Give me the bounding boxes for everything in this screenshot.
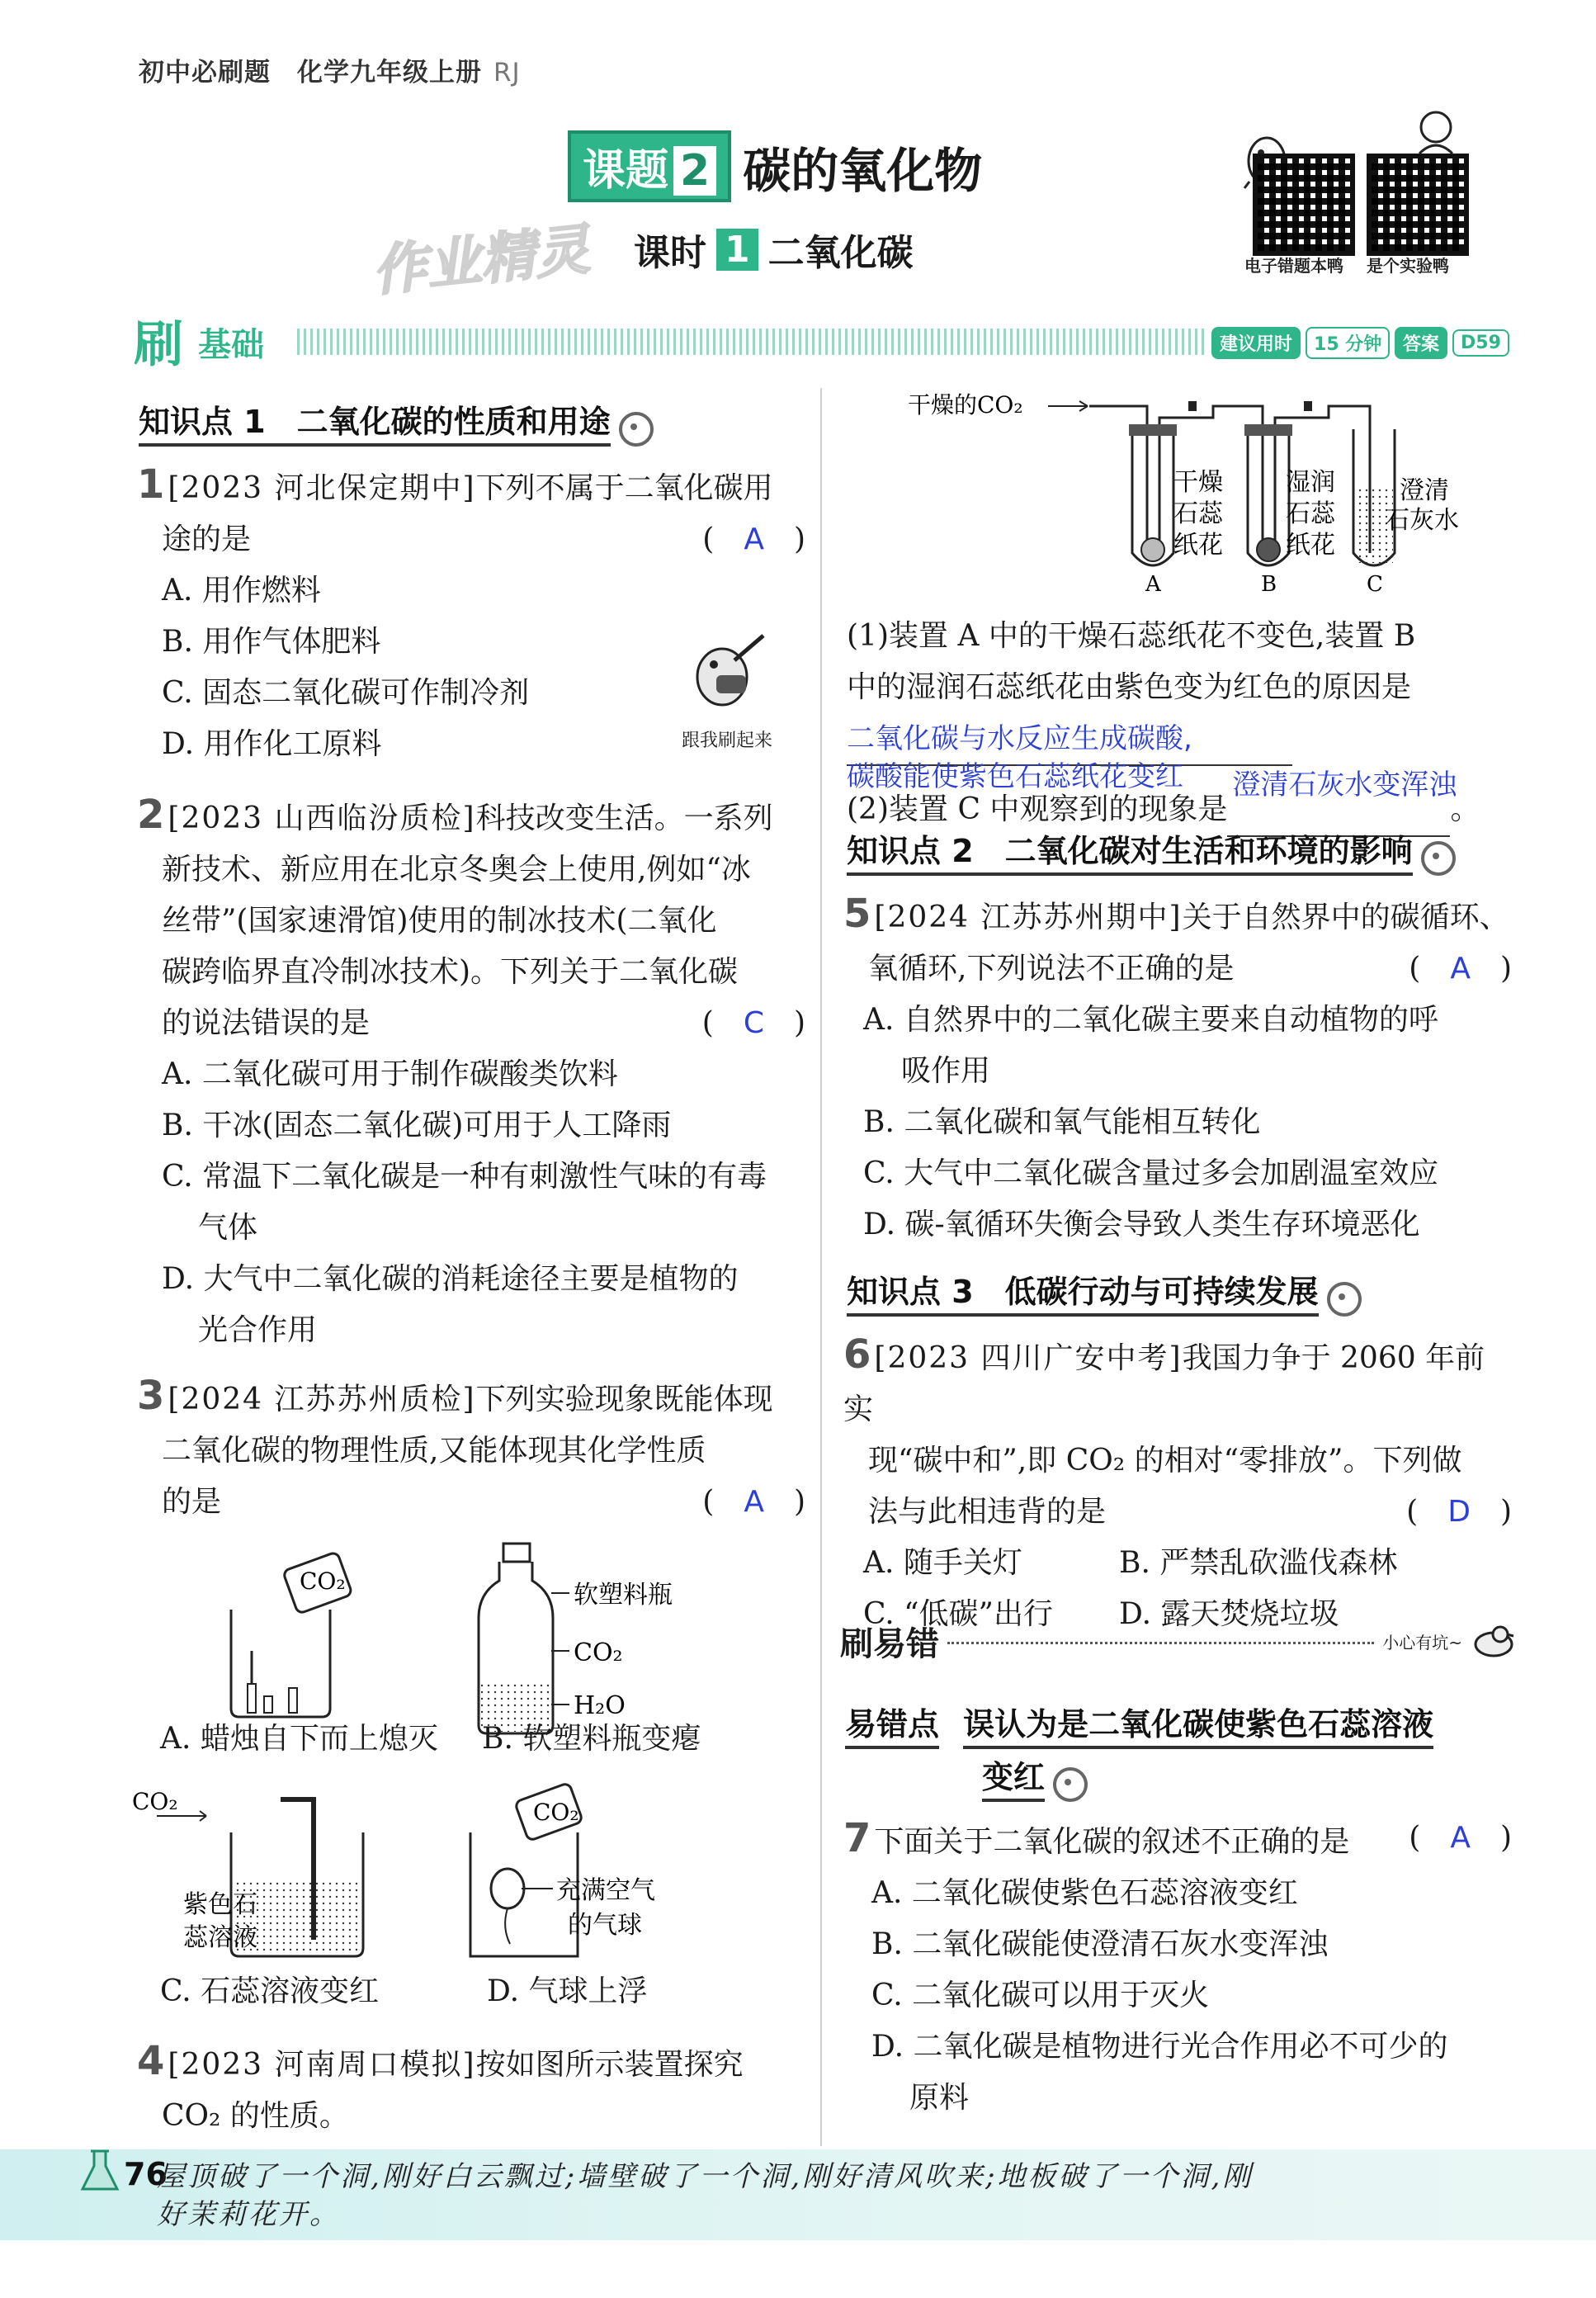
fig-d-co2-label: CO₂ — [533, 1799, 579, 1826]
error-point — [845, 1699, 1433, 1749]
yicuo-tip: 小心有坑~ — [1382, 1633, 1462, 1653]
topic-title: 碳的氧化物 — [743, 142, 983, 199]
book-header — [139, 51, 521, 88]
target-icon — [1421, 841, 1456, 876]
q1-answer: A — [744, 522, 764, 556]
q4-number: 4 — [137, 2038, 165, 2084]
q3-line-1: 二氧化碳的物理性质,又能体现其化学性质 — [162, 1434, 706, 1468]
q1-option-d: D. 用作化工原料 — [162, 727, 382, 761]
section-band-decoration — [297, 329, 1205, 355]
qr-label-right: 是个实验鸭 — [1367, 256, 1449, 276]
q4-b-label-1: 湿润 — [1286, 468, 1335, 497]
fig-b-bottle-label: 软塑料瓶 — [574, 1581, 673, 1610]
topic-number: 2 — [673, 146, 716, 196]
q4-sub2: (2)装置 C 中观察到的现象是 — [847, 792, 1228, 826]
q2-line-4: 的说法错误的是 — [162, 1006, 371, 1040]
q4-sub1-b: 中的湿润石蕊纸花由紫色变为红色的原因是 — [847, 670, 1412, 704]
answer-label: 答案 — [1395, 327, 1447, 359]
fig-c-litmus-label-b: 蕊溶液 — [183, 1923, 257, 1952]
q1-number: 1 — [137, 461, 165, 508]
answer-ref — [1395, 327, 1509, 359]
q5-option-a-cont: 吸作用 — [901, 1054, 991, 1088]
q1-option-b: B. 用作气体肥料 — [162, 625, 381, 659]
q2-line-2: 丝带”(国家速滑馆)使用的制冰技术(二氧化 — [162, 904, 717, 938]
q4-inlet-label: 干燥的CO₂ — [908, 391, 1023, 418]
q1-option-a: A. 用作燃料 — [162, 574, 321, 608]
q4-tube-a: A — [1145, 572, 1161, 597]
knowledge-point-2 — [847, 825, 1456, 876]
q6-option-c: C. “低碳”出行 — [863, 1597, 1053, 1631]
page-number: 76 — [124, 2156, 168, 2192]
error-point-cont — [982, 1752, 1088, 1802]
qr-code-experiment[interactable] — [1367, 154, 1469, 256]
q3-number: 3 — [137, 1373, 165, 1419]
topic-tag-label: 课题 — [583, 146, 669, 196]
q4-tube-c: C — [1367, 572, 1383, 597]
q2-line-3: 碳跨临界直冷制冰技术)。下列关于二氧化碳 — [162, 955, 739, 989]
lesson-number: 1 — [716, 229, 758, 271]
kp2-title: 知识点 2 二氧化碳对生活和环境的影响 — [847, 825, 1413, 876]
q4-answer-1b: 碳酸能使紫色石蕊纸花变红 — [847, 760, 1183, 793]
fig-c-co2-label: CO₂ — [132, 1788, 178, 1815]
q6-option-d: D. 露天焚烧垃圾 — [1119, 1597, 1339, 1631]
question-5: 5 [2024 江苏苏州期中]关于自然界中的碳循环、 氧循环,下列说法不正确的是 ( A ) A. 自然界中的二氧化碳主要来自动植物的呼 吸作用 B. 二氧化碳和氧气能相互转化 C. 大气中二氧化碳含量过多会加剧温室效应 D. 碳-氧循环失衡会导致人类生存环境恶化 — [843, 888, 1512, 1251]
lesson-subtitle — [634, 223, 914, 276]
error-point-text-b: 变红 — [982, 1752, 1045, 1802]
lesson-label: 课时 — [634, 232, 706, 274]
q7-answer: A — [1450, 1821, 1471, 1855]
answer-page: D59 — [1452, 329, 1509, 357]
q7-option-b: B. 二氧化碳能使澄清石灰水变浑浊 — [871, 1927, 1329, 1961]
q2-line-1: 新技术、新应用在北京冬奥会上使用,例如“冰 — [162, 853, 751, 887]
target-icon — [619, 412, 654, 447]
fig-d-balloon-label-a: 充满空气 — [556, 1876, 655, 1905]
q6-number: 6 — [843, 1331, 871, 1378]
q3-caption-d: D. 气球上浮 — [487, 1974, 648, 2008]
q2-line-0: 科技改变生活。一系列 — [475, 801, 773, 835]
q2-answer: C — [743, 1006, 764, 1040]
column-divider — [820, 388, 822, 2146]
footer-line-2: 好茉莉花开。 — [157, 2198, 340, 2231]
mascot-caption: 跟我刷起来 — [682, 731, 773, 751]
q1-source: [2023 河北保定期中] — [168, 471, 476, 505]
q4-a-label-3: 纸花 — [1173, 531, 1223, 560]
section-shua: 刷 — [134, 316, 183, 374]
q3-caption-a: A. 蜡烛自下而上熄灭 — [160, 1722, 438, 1756]
q3-figures — [132, 1544, 809, 2006]
q5-stem-a: 关于自然界中的碳循环、 — [1182, 901, 1509, 934]
section-jichu: 基础 — [198, 326, 264, 364]
footer-quote — [157, 2158, 1510, 2234]
qr-label-left: 电子错题本鸭 — [1244, 256, 1343, 276]
q7-number: 7 — [843, 1815, 871, 1861]
q4-apparatus — [908, 388, 1535, 603]
question-2: 2 [2023 山西临汾质检]科技改变生活。一系列 新技术、新应用在北京冬奥会上使用,例如“冰 丝带”(国家速滑馆)使用的制冰技术(二氧化 碳跨临界直冷制冰技术)。下列关于二氧化碳 的说法错误的是 ( C ) A. 二氧化碳可用于制作碳酸类饮料 B. 干冰(固态二氧化碳)可用于人工降雨 C. 常温下二氧化碳是一种有刺激性气味的有毒 气体 D. 大气中二氧化碳的消耗途径主要是植物的 光合作用 — [137, 789, 805, 1356]
target-icon — [1053, 1767, 1088, 1802]
q6-option-a: A. 随手关灯 — [863, 1546, 1022, 1580]
fig-b-h2o-label: H₂O — [574, 1691, 626, 1720]
q4-b-label-3: 纸花 — [1286, 531, 1335, 560]
knowledge-point-3 — [847, 1266, 1362, 1317]
suggested-time — [1211, 327, 1390, 359]
q5-option-a: A. 自然界中的二氧化碳主要来自动植物的呼 — [863, 1003, 1438, 1037]
q5-number: 5 — [843, 891, 871, 937]
q4-sub2-end: 。 — [1450, 792, 1480, 826]
q3-caption-b: B. 软塑料瓶变瘪 — [482, 1722, 701, 1756]
q4-sub1-a: (1)装置 A 中的干燥石蕊纸花不变色,装置 B — [847, 619, 1416, 653]
section-yicuo — [840, 1618, 1517, 1665]
q4-answer-1a: 二氧化碳与水反应生成碳酸, — [847, 722, 1192, 755]
q5-answer: A — [1450, 952, 1471, 986]
time-label: 建议用时 — [1211, 327, 1301, 359]
question-1: 1 [2023 河北保定期中]下列不属于二氧化碳用 途的是 ( A ) A. 用作燃料 B. 用作气体肥料 C. 固态二氧化碳可作制冷剂 D. 用作化工原料 — [137, 459, 805, 770]
q2-option-d: D. 大气中二氧化碳的消耗途径主要是植物的 — [162, 1262, 739, 1296]
q7-option-a: A. 二氧化碳使紫色石蕊溶液变红 — [871, 1876, 1298, 1910]
footer-line-1: 屋顶破了一个洞,刚好白云飘过;墙壁破了一个洞,刚好清风吹来;地板破了一个洞,刚 — [157, 2160, 1254, 2193]
watermark: 作业精灵 — [369, 217, 593, 304]
q5-stem-b: 氧循环,下列说法不正确的是 — [868, 952, 1235, 986]
fig-a-co2-label: CO₂ — [300, 1567, 346, 1595]
kp3-title: 知识点 3 低碳行动与可持续发展 — [847, 1266, 1319, 1317]
q4-b-label-2: 石蕊 — [1286, 499, 1335, 528]
q3-source: [2024 江苏苏州质检] — [168, 1383, 476, 1416]
qr-code-error-book[interactable] — [1253, 154, 1355, 256]
q4-subquestions — [847, 611, 1515, 837]
question-6: 6 [2023 四川广安中考]我国力争于 2060 年前实 现“碳中和”,即 CO₂ 的相对“零排放”。下列做 法与此相违背的是 ( D ) A. 随手关灯 B. 严禁乱砍滥伐森林 C. “低碳”出行 D. 露天焚烧垃圾 — [843, 1329, 1512, 1640]
q7-stem: 下面关于二氧化碳的叙述不正确的是 — [874, 1825, 1350, 1859]
q3-caption-c: C. 石蕊溶液变红 — [160, 1974, 380, 2008]
q4-tube-b: B — [1261, 572, 1277, 597]
lesson-title: 二氧化碳 — [767, 232, 914, 274]
book-title: 初中必刷题 化学九年级上册 — [139, 58, 482, 87]
q5-option-d: D. 碳-氧循环失衡会导致人类生存环境恶化 — [863, 1208, 1420, 1241]
q4-source: [2023 河南周口模拟] — [168, 2048, 476, 2082]
q2-number: 2 — [137, 792, 165, 838]
q6-option-b: B. 严禁乱砍滥伐森林 — [1119, 1546, 1398, 1580]
flask-icon — [79, 2146, 120, 2199]
yicuo-title: 刷易错 — [840, 1625, 939, 1663]
q2-option-c: C. 常温下二氧化碳是一种有刺激性气味的有毒 — [162, 1160, 767, 1194]
q4-c-label-2: 石灰水 — [1385, 506, 1459, 535]
q5-option-b: B. 二氧化碳和氧气能相互转化 — [863, 1105, 1261, 1139]
error-point-text-a: 误认为是二氧化碳使紫色石蕊溶液 — [963, 1699, 1433, 1749]
q7-option-d: D. 二氧化碳是植物进行光合作用必不可少的 — [871, 2030, 1448, 2064]
question-7: 7 下面关于二氧化碳的叙述不正确的是 ( A ) A. 二氧化碳使紫色石蕊溶液变红 B. 二氧化碳能使澄清石灰水变浑浊 C. 二氧化碳可以用于灭火 D. 二氧化碳是植物进行光合作用必不可少的 原料 — [843, 1813, 1512, 2124]
q4-stem-b: CO₂ 的性质。 — [162, 2099, 349, 2133]
edition-label: RJ — [493, 58, 521, 87]
mascot-guitar-icon — [677, 627, 776, 721]
q3-line-0: 下列实验现象既能体现 — [475, 1383, 773, 1416]
time-value: 15 分钟 — [1306, 327, 1390, 359]
q6-line-0: 我国力争于 2060 年前实 — [843, 1341, 1485, 1426]
q2-option-d-cont: 光合作用 — [198, 1313, 318, 1347]
lesson-topic-title — [568, 130, 982, 202]
q5-source: [2024 江苏苏州期中] — [874, 901, 1183, 934]
duck-icon — [1467, 1619, 1517, 1664]
kp1-title: 知识点 1 二氧化碳的性质和用途 — [139, 396, 611, 447]
mascot-right-icon — [1403, 104, 1469, 165]
q1-option-c: C. 固态二氧化碳可作制冷剂 — [162, 676, 530, 710]
q2-source: [2023 山西临汾质检] — [168, 801, 476, 835]
fig-d-balloon-label-b: 的气球 — [568, 1911, 642, 1940]
q4-a-label-1: 干燥 — [1173, 468, 1223, 497]
q4-stem-a: 按如图所示装置探究 — [475, 2048, 744, 2082]
q4-a-label-2: 石蕊 — [1173, 499, 1223, 528]
q3-answer: A — [744, 1485, 764, 1519]
fig-c-litmus-label-a: 紫色石 — [183, 1890, 257, 1919]
q7-option-d-cont: 原料 — [909, 2081, 970, 2115]
q5-option-c: C. 大气中二氧化碳含量过多会加剧温室效应 — [863, 1156, 1439, 1190]
q2-option-c-cont: 气体 — [198, 1211, 258, 1245]
error-point-label: 易错点 — [845, 1699, 939, 1749]
target-icon — [1327, 1282, 1362, 1317]
fig-b-bottle — [479, 1544, 569, 1733]
q2-option-a: A. 二氧化碳可用于制作碳酸类饮料 — [162, 1057, 618, 1091]
q4-c-label-1: 澄清 — [1400, 476, 1449, 505]
q6-source: [2023 四川广安中考] — [874, 1341, 1183, 1375]
q4-answer-2: 澄清石灰水变浑浊 — [1232, 768, 1457, 801]
q6-line-1: 现“碳中和”,即 CO₂ 的相对“零排放”。下列做 — [868, 1444, 1462, 1478]
knowledge-point-1 — [139, 396, 654, 447]
q1-stem-a: 下列不属于二氧化碳用 — [475, 471, 773, 505]
q3-line-2: 的是 — [162, 1485, 222, 1519]
q6-answer: D — [1447, 1495, 1471, 1529]
question-4 — [137, 2036, 805, 2142]
fig-b-co2-label: CO₂ — [574, 1638, 623, 1667]
q1-stem-b: 途的是 — [162, 522, 252, 556]
topic-tag — [568, 130, 731, 202]
yicuo-dotted-line — [947, 1638, 1374, 1644]
q6-line-2: 法与此相违背的是 — [868, 1495, 1107, 1529]
question-3: 3 [2024 江苏苏州质检]下列实验现象既能体现 二氧化碳的物理性质,又能体现其化学性质 的是 ( A ) — [137, 1370, 805, 1528]
q7-option-c: C. 二氧化碳可以用于灭火 — [871, 1979, 1210, 2012]
q2-option-b: B. 干冰(固态二氧化碳)可用于人工降雨 — [162, 1109, 672, 1142]
